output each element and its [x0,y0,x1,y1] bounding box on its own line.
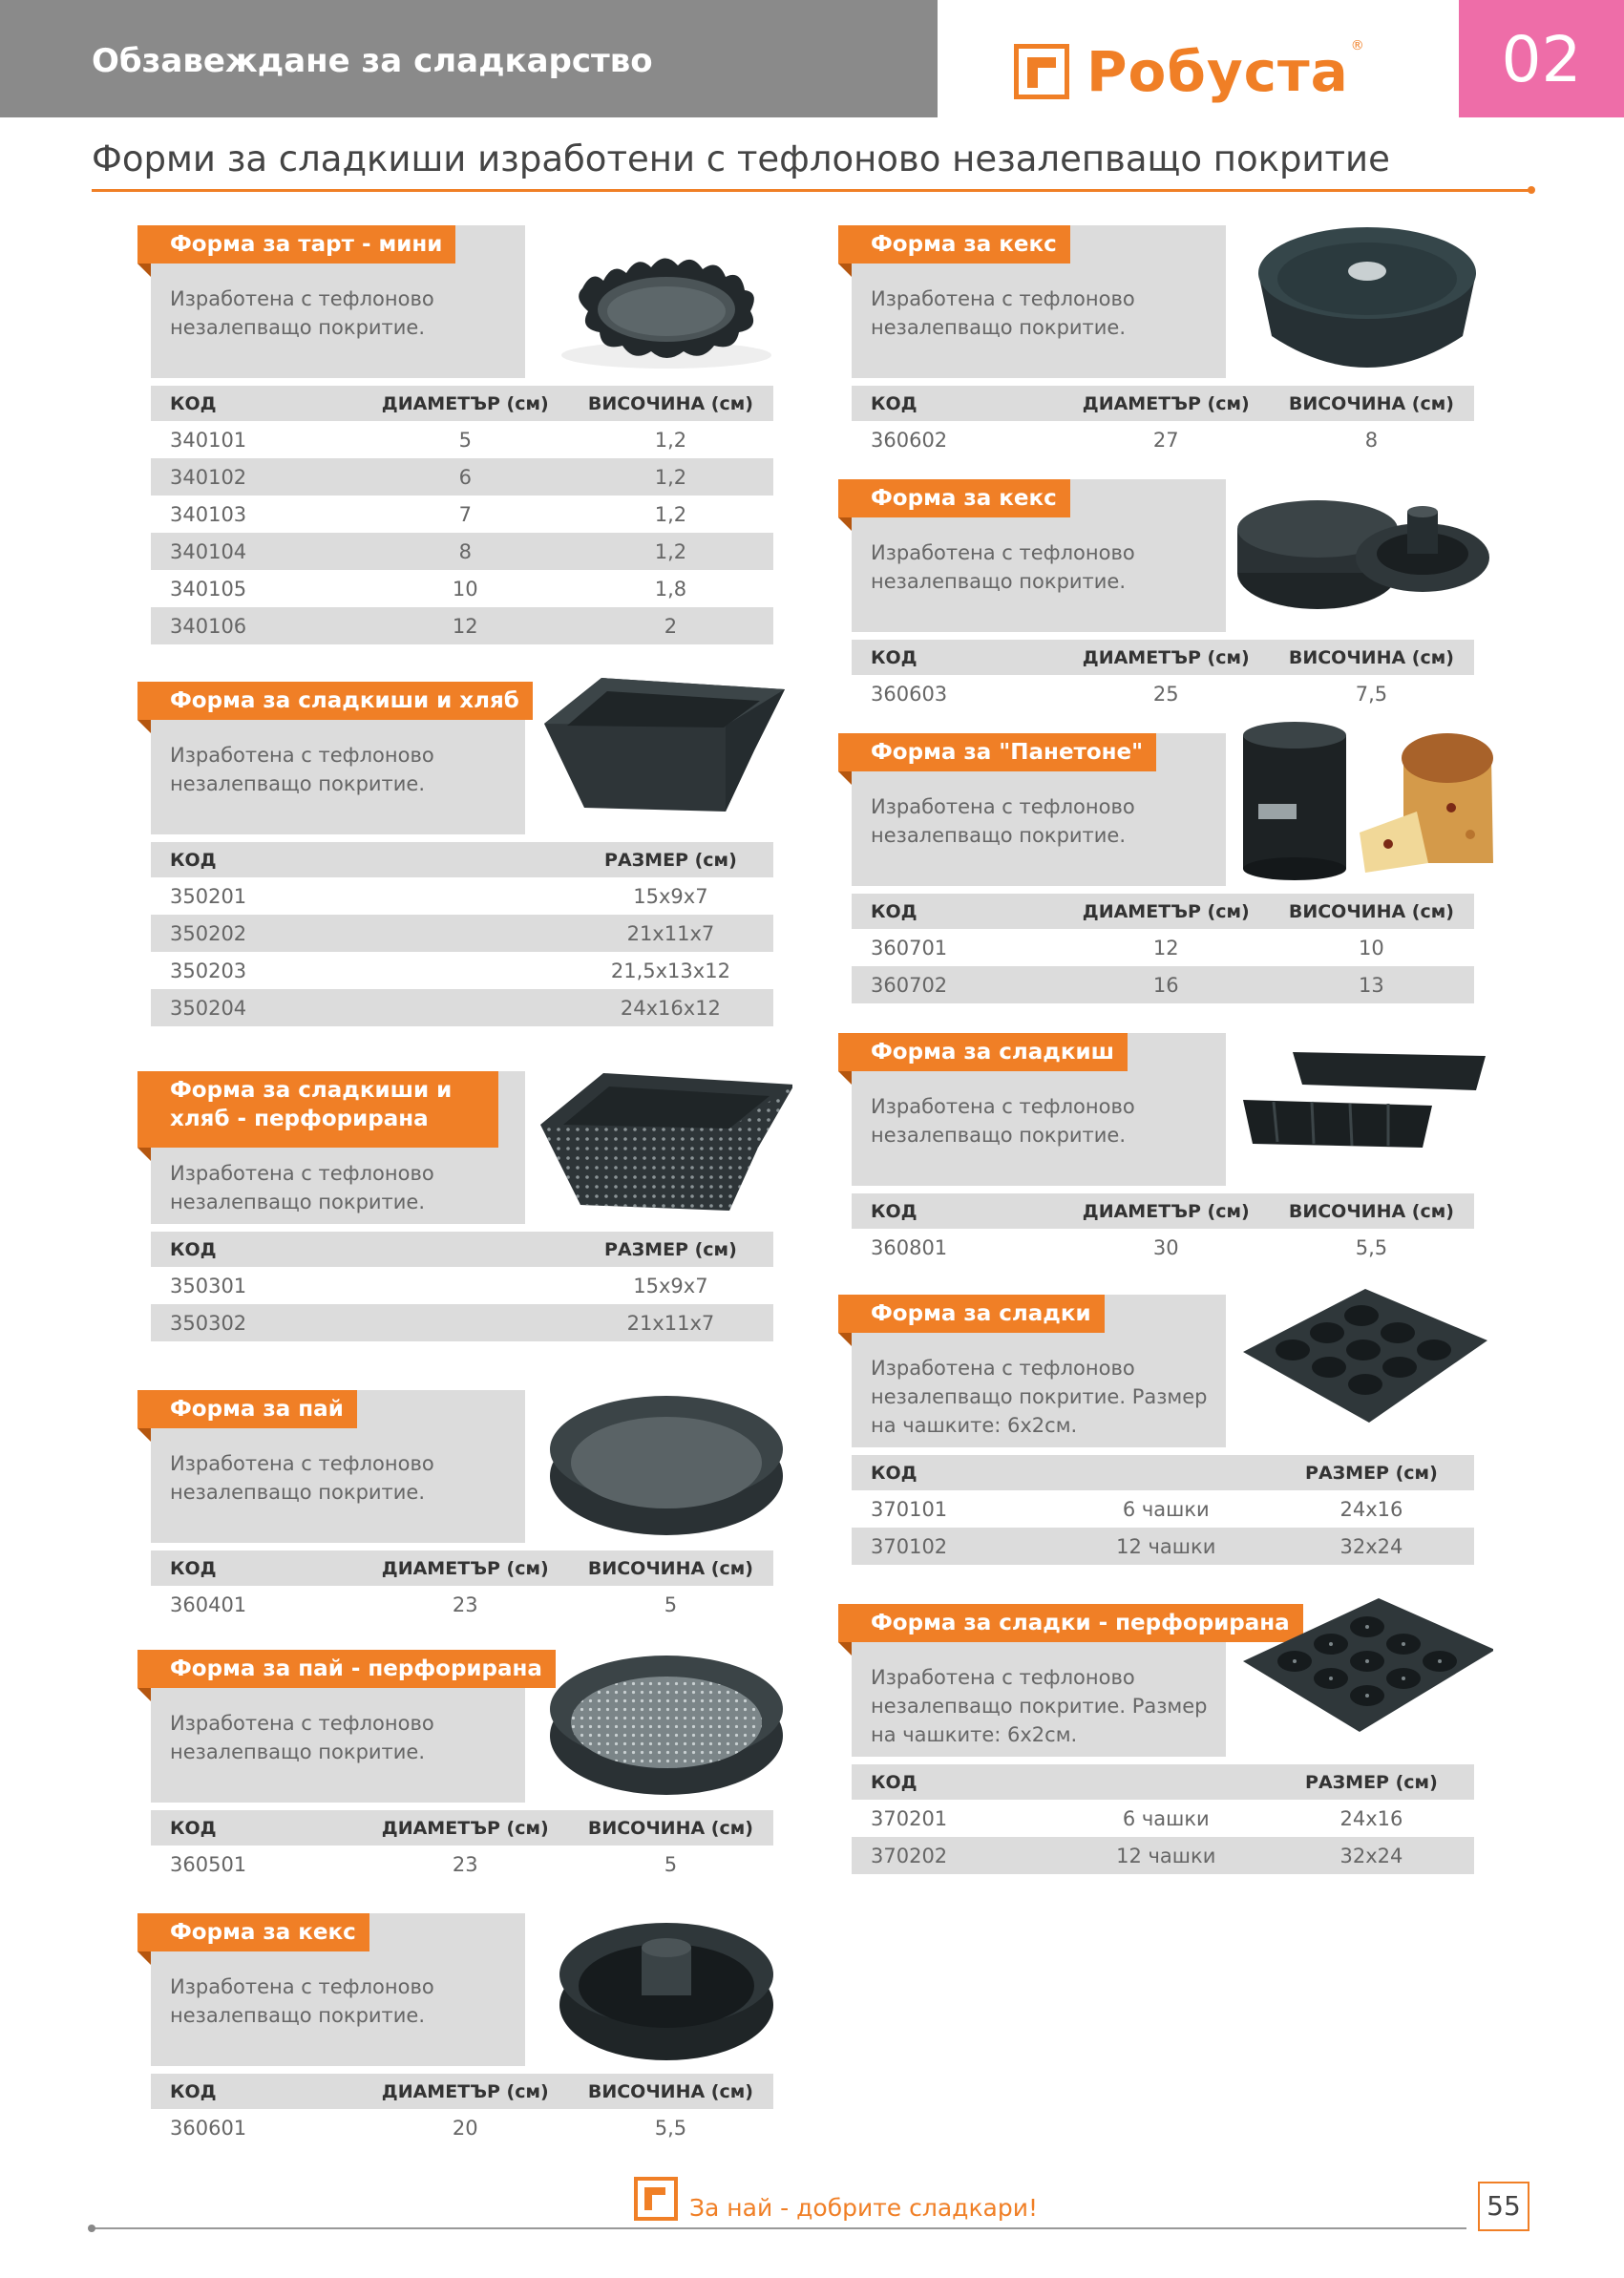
product-title: Форма за сладкиши и хляб - перфорирана [137,1071,498,1148]
muffin-tray-image [1235,1281,1493,1447]
product-code: 340101 [170,428,247,452]
product-title: Форма за пай - перфорирана [137,1650,556,1688]
spec-value: 21x11x7 [568,1304,773,1341]
spec-value: 6 [363,458,568,496]
product-code: 350202 [151,915,363,952]
product-title: Форма за кекс [838,225,1070,264]
product-code: 350203 [170,959,247,982]
spec-value: 30 [1152,1235,1179,1259]
spec-value [363,989,568,1026]
column-header: ВИСОЧИНА (см) [568,1550,773,1586]
column-header: КОД [151,386,363,421]
spec-table [151,1232,773,1341]
spec-value [363,952,568,989]
column-header: КОД [852,1193,1064,1229]
product-code: 370101 [871,1497,948,1521]
column-header: ВИСОЧИНА (см) [1269,386,1474,421]
spec-value: 23 [452,1592,478,1616]
table-row [151,989,773,1026]
spec-table [151,842,773,1026]
spec-value: 13 [1269,966,1474,1003]
product-description: Изработена с тефлоново незалепващо покритие. Размер на чашките: 6x2см. [871,1666,1208,1746]
spec-value: 1,2 [568,533,773,570]
product-description: Изработена с тефлоново незалепващо покритие. [871,795,1135,847]
product-title: Форма за тарт - мини [137,225,455,264]
product-description: Изработена с тефлоново незалепващо покритие. [871,541,1135,593]
spec-value: 27 [1152,428,1179,452]
table-row [852,1837,1474,1874]
page-number: 55 [1478,2182,1529,2231]
spec-value [363,915,568,952]
spec-table [852,640,1474,712]
column-header: КОД [852,894,1064,929]
table-row [151,607,773,644]
column-header: КОД [151,2074,363,2109]
spec-value: 21x11x7 [568,915,773,952]
spec-value: 8 [363,533,568,570]
spec-value: 10 [452,577,478,601]
column-header: КОД [852,1455,1064,1490]
spec-value: 8 [1364,428,1379,452]
spec-value: 12 [1152,936,1179,960]
product-description: Изработена с тефлоново незалепващо покритие. [871,287,1135,339]
product-code: 340103 [170,502,247,526]
product-code: 360601 [170,2116,247,2140]
spec-table [852,894,1474,1003]
brand-mark-icon [1014,44,1069,99]
column-header: КОД [852,386,1064,421]
spec-value: 16 [1064,966,1269,1003]
table-header-row [151,1232,773,1267]
spec-value: 5,5 [1355,1235,1388,1259]
table-row [151,496,773,533]
tart-pan-image [535,212,792,378]
product-title: Форма за пай [137,1390,357,1428]
table-row [151,1586,773,1623]
product-description: Изработена с тефлоново незалепващо покритие. Размер на чашките: 6x2см. [871,1357,1208,1437]
product-title: Форма за сладки [838,1295,1105,1333]
product-title: Форма за "Панетоне" [838,733,1156,771]
page-title: Форми за сладкиши изработени с тефлоново незалепващо покритие [92,138,1390,179]
column-header: РАЗМЕР (см) [1269,1455,1474,1490]
spec-value: 7,5 [1355,682,1388,706]
table-header-row [852,1455,1474,1490]
title-divider [92,189,1531,192]
spec-table [151,1550,773,1623]
loaf-pan-image [535,668,792,834]
table-header-row [852,1764,1474,1800]
ring-cake-pan-image [535,1900,792,2066]
product-code: 340105 [170,577,247,601]
spec-table [852,1764,1474,1874]
spec-table [151,1810,773,1883]
product-code: 360602 [871,428,948,452]
table-row [852,421,1474,458]
pie-pan-image [535,1377,792,1543]
spec-value: 6 чашки [1122,1806,1210,1830]
product-description: Изработена с тефлоново незалепващо покритие. [170,744,434,795]
bundt-pan-image [1235,212,1493,378]
product-code: 350204 [151,989,363,1026]
product-code: 340106 [151,607,363,644]
product-code: 360702 [852,966,1064,1003]
product-code: 340104 [151,533,363,570]
spec-value: 32x24 [1269,1837,1474,1874]
column-header: КОД [151,1810,363,1846]
product-title: Форма за сладки - перфорирана [838,1604,1303,1642]
table-header-row [852,386,1474,421]
spec-value: 2 [568,607,773,644]
spec-table [852,1193,1474,1266]
spec-value: 32x24 [1269,1528,1474,1565]
product-code: 360801 [871,1235,948,1259]
spec-value: 10 [1359,936,1384,960]
perforated-muffin-tray-image [1235,1591,1493,1757]
spec-value: 1,2 [654,428,687,452]
product-code: 370201 [871,1806,948,1830]
spec-value: 5 [664,1592,678,1616]
column-header: ВИСОЧИНА (см) [568,2074,773,2109]
chapter-badge [1459,0,1624,117]
spec-value: 1,2 [654,502,687,526]
product-description: Изработена с тефлоново незалепващо покритие. [871,1095,1135,1147]
brand-name: Робуста [1086,39,1349,104]
table-row [852,1229,1474,1266]
column-header [363,1232,568,1267]
product-code: 370202 [852,1837,1064,1874]
product-description: Изработена с тефлоново незалепващо покритие. [170,1975,434,2027]
table-row [151,1846,773,1883]
spec-value: 6 чашки [1122,1497,1210,1521]
spec-value [363,1267,568,1304]
table-row [852,675,1474,712]
column-header: РАЗМЕР (см) [568,1232,773,1267]
spec-value: 24x16 [1339,1497,1403,1521]
table-row [151,877,773,915]
table-row [151,570,773,607]
table-row [151,533,773,570]
column-header: ДИАМЕТЪР (см) [1064,386,1269,421]
table-header-row [852,894,1474,929]
column-header: КОД [151,842,363,877]
table-row [151,2109,773,2146]
perforated-pie-pan-image [535,1636,792,1803]
column-header: ДИАМЕТЪР (см) [363,1810,568,1846]
table-header-row [151,1810,773,1846]
table-row [151,952,773,989]
column-header: ВИСОЧИНА (см) [568,1810,773,1846]
table-row [151,1267,773,1304]
spec-value: 5,5 [654,2116,687,2140]
product-description: Изработена с тефлоново незалепващо покритие. [170,1712,434,1763]
table-row [151,1304,773,1341]
column-header: КОД [151,1232,363,1267]
spec-value: 1,2 [568,458,773,496]
springform-pan-image [1235,466,1493,632]
section-title: Обзавеждане за сладкарство [92,42,653,80]
column-header: ДИАМЕТЪР (см) [363,386,568,421]
spec-value: 1,8 [654,577,687,601]
spec-value: 12 чашки [1064,1528,1269,1565]
column-header: РАЗМЕР (см) [1269,1764,1474,1800]
registered-mark: ® [1350,38,1364,53]
column-header: ДИАМЕТЪР (см) [1064,1193,1269,1229]
product-title: Форма за кекс [838,479,1070,517]
header-band [0,0,938,117]
spec-value: 25 [1152,682,1179,706]
product-code: 340102 [151,458,363,496]
table-header-row [151,386,773,421]
column-header: ДИАМЕТЪР (см) [363,1550,568,1586]
column-header: ВИСОЧИНА (см) [1269,894,1474,929]
column-header: КОД [852,640,1064,675]
footer-brand-icon [634,2177,678,2221]
product-description: Изработена с тефлоново незалепващо покритие. [170,1452,434,1504]
footer-slogan: За най - добрите сладкари! [689,2194,1039,2222]
column-header: КОД [852,1764,1064,1800]
table-header-row [852,1193,1474,1229]
spec-value: 7 [458,502,472,526]
column-header: ВИСОЧИНА (см) [1269,1193,1474,1229]
table-header-row [151,1550,773,1586]
column-header: ДИАМЕТЪР (см) [1064,894,1269,929]
spec-value: 24x16x12 [568,989,773,1026]
spec-value: 24x16 [1339,1806,1403,1830]
column-header [363,842,568,877]
spec-value [363,1304,568,1341]
table-row [852,929,1474,966]
spec-table [852,386,1474,458]
panettone-pan-image [1235,720,1541,886]
table-row [852,1490,1474,1528]
table-row [852,966,1474,1003]
spec-value [363,877,568,915]
spec-value: 12 [363,607,568,644]
product-title: Форма за сладкиши и хляб [137,682,533,720]
table-header-row [151,2074,773,2109]
product-description: Изработена с тефлоново незалепващо покритие. [170,1162,434,1213]
fluted-tube-pan-image [1235,1020,1493,1186]
column-header: ДИАМЕТЪР (см) [363,2074,568,2109]
table-header-row [852,640,1474,675]
table-row [151,458,773,496]
footer-divider [92,2227,1466,2229]
spec-table [151,2074,773,2146]
spec-value: 20 [452,2116,478,2140]
table-row [151,915,773,952]
product-code: 360603 [871,682,948,706]
column-header [1064,1764,1269,1800]
perforated-loaf-pan-image [535,1058,792,1224]
column-header: ВИСОЧИНА (см) [1269,640,1474,675]
column-header: ВИСОЧИНА (см) [568,386,773,421]
product-code: 360501 [170,1852,247,1876]
spec-value: 23 [452,1852,478,1876]
product-code: 350201 [170,884,247,908]
spec-value: 15x9x7 [633,884,708,908]
column-header: КОД [151,1550,363,1586]
product-title: Форма за кекс [137,1913,369,1951]
chapter-number: 02 [1501,23,1582,96]
spec-value: 15x9x7 [633,1274,708,1297]
column-header: РАЗМЕР (см) [568,842,773,877]
spec-value: 12 чашки [1064,1837,1269,1874]
product-code: 370102 [852,1528,1064,1565]
table-row [151,421,773,458]
column-header [1064,1455,1269,1490]
product-code: 360401 [170,1592,247,1616]
product-code: 350301 [170,1274,247,1297]
spec-value: 5 [664,1852,678,1876]
product-code: 360701 [871,936,948,960]
brand-logo [1014,38,1364,105]
product-title: Форма за сладкиш [838,1033,1128,1071]
product-description: Изработена с тефлоново незалепващо покритие. [170,287,434,339]
spec-value: 5 [458,428,472,452]
table-header-row [151,842,773,877]
table-row [852,1800,1474,1837]
spec-value: 21,5x13x12 [610,959,730,982]
spec-table [151,386,773,644]
product-code: 350302 [151,1304,363,1341]
spec-table [852,1455,1474,1565]
table-row [852,1528,1474,1565]
column-header: ДИАМЕТЪР (см) [1064,640,1269,675]
